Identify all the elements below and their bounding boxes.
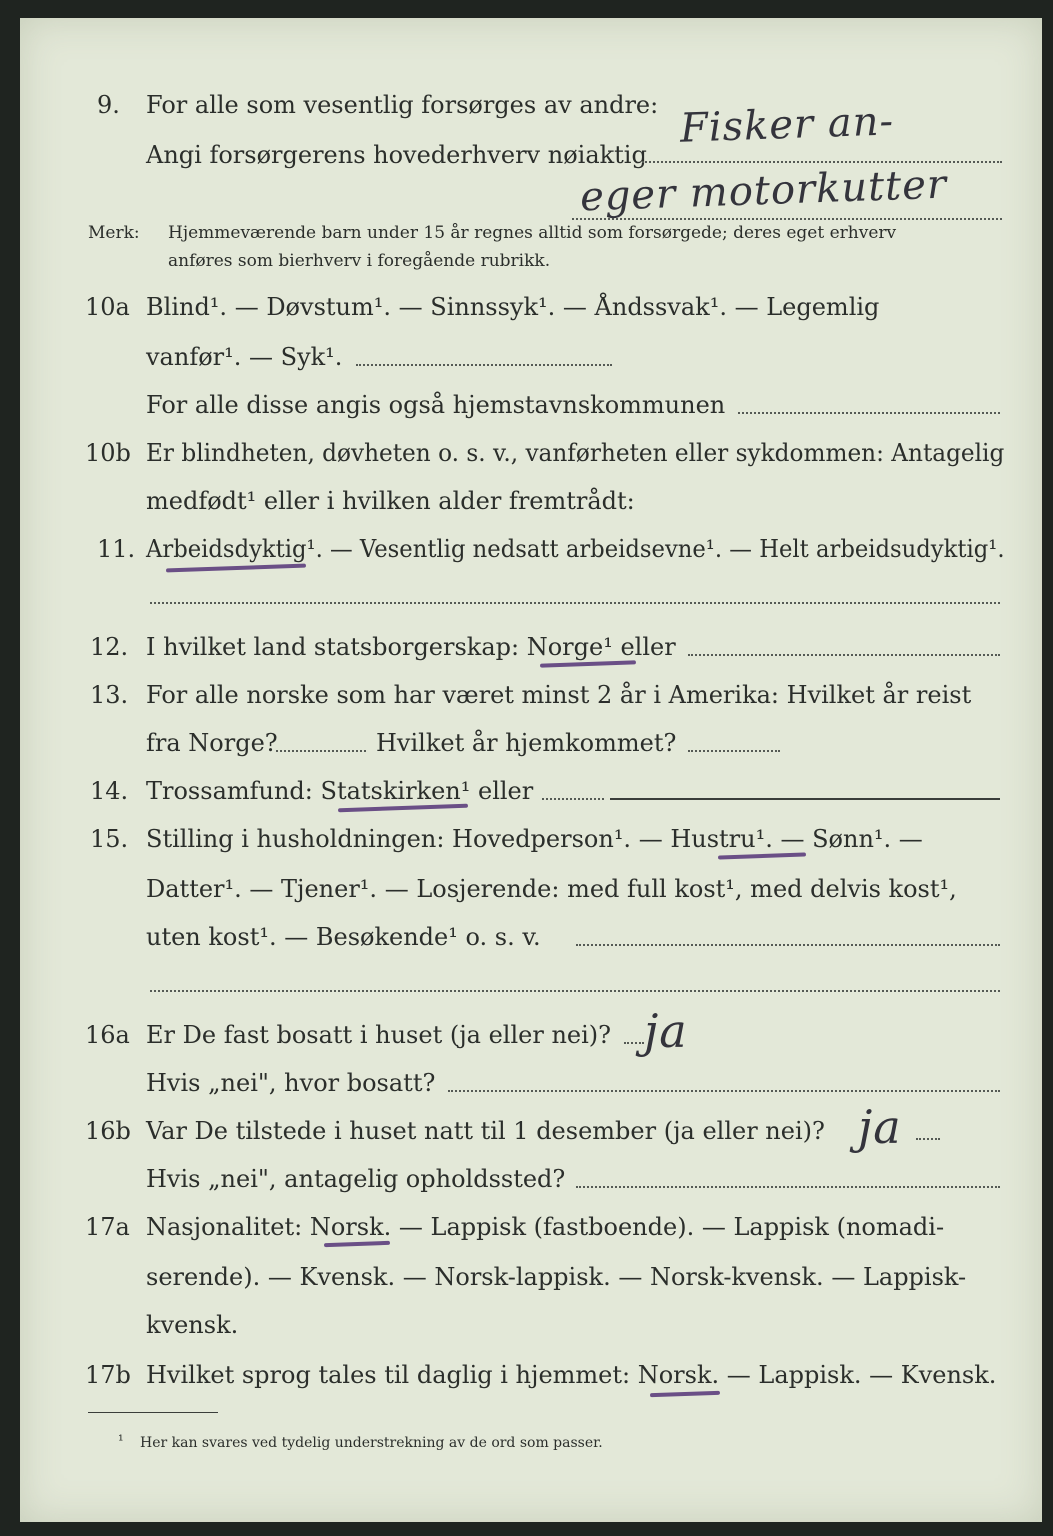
- q9-handwritten-answer-2: eger motorkutter: [579, 161, 948, 221]
- footnote-rule: [88, 1412, 218, 1413]
- q10a-number: 10a: [85, 293, 130, 321]
- q13-line1: For alle norske som har været minst 2 år i Amerika: Hvilket år reist: [146, 681, 972, 709]
- q10a-answer-line: [356, 364, 612, 366]
- q17a-line3: kvensk.: [146, 1311, 239, 1339]
- q11-answer-line: [150, 602, 1000, 604]
- census-form-page: [20, 18, 1042, 1522]
- q17b-underline-mark: [650, 1391, 720, 1397]
- q10b-line2: medfødt¹ eller i hvilken alder fremtrådt:: [146, 487, 635, 515]
- q17b-number: 17b: [85, 1361, 131, 1389]
- q16a-line1: Er De fast bosatt i huset (ja eller nei)?: [146, 1021, 612, 1049]
- q13-line2a: fra Norge?: [146, 729, 278, 757]
- q9-handwritten-answer-1: Fisker an-: [679, 98, 895, 152]
- q12-number: 12.: [90, 633, 129, 661]
- q14-answer-line-b: [610, 798, 1000, 800]
- q14-line1: Trossamfund: Statskirken¹ eller: [146, 777, 534, 805]
- q16b-handwritten-answer: ja: [858, 1100, 902, 1154]
- q17a-line1: Nasjonalitet: Norsk. — Lappisk (fastboende). — Lappisk (nomadi-: [146, 1213, 945, 1241]
- q11-line1: Arbeidsdyktig¹. — Vesentlig nedsatt arbeidsevne¹. — Helt arbeidsudyktig¹.: [146, 535, 1005, 563]
- q15-answer-line-2: [150, 990, 1000, 992]
- q16b-number: 16b: [85, 1117, 131, 1145]
- q10a-line3: For alle disse angis også hjemstavnskommunen: [146, 391, 726, 419]
- q13-number: 13.: [90, 681, 129, 709]
- q15-line2: Datter¹. — Tjener¹. — Losjerende: med full kost¹, med delvis kost¹,: [146, 875, 957, 903]
- q15-answer-line: [576, 944, 1000, 946]
- footnote-text: Her kan svares ved tydelig understrekning av de ord som passer.: [140, 1435, 603, 1451]
- q13-year-left-line: [276, 750, 366, 752]
- merk-label: Merk:: [88, 223, 140, 243]
- q10b-number: 10b: [85, 439, 131, 467]
- q13-line2b: Hvilket år hjemkommet?: [376, 729, 677, 757]
- q17a-line2: serende). — Kvensk. — Norsk-lappisk. — Norsk-kvensk. — Lappisk-: [146, 1263, 967, 1291]
- q15-number: 15.: [90, 825, 129, 853]
- q15-line1: Stilling i husholdningen: Hovedperson¹. — Hustru¹. — Sønn¹. —: [146, 825, 923, 853]
- q16b-answer-line: [916, 1138, 940, 1140]
- q10a-line2: vanfør¹. — Syk¹.: [146, 343, 343, 371]
- q9-line2: Angi forsørgerens hovederhverv nøiaktig: [146, 141, 647, 169]
- q16a-handwritten-answer: ja: [644, 1004, 688, 1058]
- q9-line1: For alle som vesentlig forsørges av andre:: [146, 91, 659, 119]
- q10a-line1: Blind¹. — Døvstum¹. — Sinnssyk¹. — Åndssvak¹. — Legemlig: [146, 293, 880, 321]
- q15-line3: uten kost¹. — Besøkende¹ o. s. v.: [146, 923, 541, 951]
- q17a-underline-mark: [324, 1241, 390, 1247]
- q17a-number: 17a: [85, 1213, 130, 1241]
- q16a-line2: Hvis „nei", hvor bosatt?: [146, 1069, 436, 1097]
- q16b-line2: Hvis „nei", antagelig opholdssted?: [146, 1165, 566, 1193]
- q10b-line1: Er blindheten, døvheten o. s. v., vanførheten eller sykdommen: Antagelig: [146, 439, 1005, 467]
- q16a-residence-line: [448, 1090, 1000, 1092]
- footnote-mark: ¹: [118, 1433, 124, 1449]
- q11-number: 11.: [97, 535, 136, 563]
- q14-number: 14.: [90, 777, 129, 805]
- q16a-answer-line: [624, 1042, 644, 1044]
- q16b-line1: Var De tilstede i huset natt til 1 desember (ja eller nei)?: [146, 1117, 825, 1145]
- q14-answer-line-a: [542, 798, 604, 800]
- q16b-whereabouts-line: [576, 1186, 1000, 1188]
- q16a-number: 16a: [85, 1021, 130, 1049]
- q12-answer-line: [688, 654, 1000, 656]
- q13-year-return-line: [688, 750, 780, 752]
- q10a-home-line: [738, 412, 1000, 414]
- merk-line1: Hjemmeværende barn under 15 år regnes alltid som forsørgede; deres eget erhverv: [168, 223, 897, 243]
- q11-underline-mark: [166, 564, 306, 573]
- q9-answer-line: [642, 161, 1002, 163]
- q9-number: 9.: [97, 91, 120, 119]
- q17b-line1: Hvilket sprog tales til daglig i hjemmet: Norsk. — Lappisk. — Kvensk.: [146, 1361, 997, 1389]
- q12-line1: I hvilket land statsborgerskap: Norge¹ eller: [146, 633, 676, 661]
- merk-line2: anføres som bierhverv i foregående rubrikk.: [168, 251, 551, 271]
